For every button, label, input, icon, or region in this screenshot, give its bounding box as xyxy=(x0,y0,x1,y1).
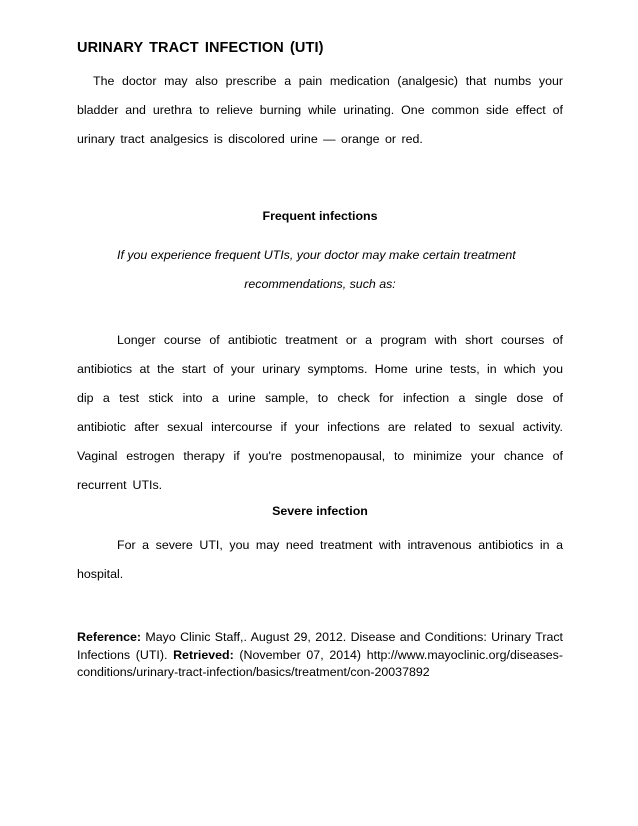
frequent-intro-line2: recommendations, such as: xyxy=(244,277,396,291)
frequent-intro-line1: If you experience frequent UTIs, your doctor may make certain treatment xyxy=(117,248,516,262)
heading-frequent-infections: Frequent infections xyxy=(262,209,378,223)
heading-severe-infection: Severe infection xyxy=(272,504,368,518)
reference-text: Mayo Clinic Staff,. August 29, 2012. Disease and Conditions: Urinary Tract Infections (UTI). xyxy=(77,630,563,662)
retrieved-label: Retrieved: xyxy=(173,647,234,662)
paragraph-frequent-treatment: Longer course of antibiotic treatment or a program with short courses of antibiotics at the start of your urinary symptoms. Home urine tests, in which you dip a test stick into a urine sample, to check for infection a single dose of antibiotic after sexual intercourse if your infections are related to sexual activity. Vaginal estrogen therapy if you're postmenopausal, to minimize your chance of recurrent UTIs. xyxy=(77,333,563,492)
retrieved-text: (November 07, 2014) http://www.mayoclinic.org/diseases-conditions/urinary-tract-infection/basics/treatment/con-20037892 xyxy=(77,647,563,679)
paragraph-analgesic: The doctor may also prescribe a pain medication (analgesic) that numbs your bladder and urethra to relieve burning while urinating. One common side effect of urinary tract analgesics is discolored urine — orange or red. xyxy=(77,74,563,146)
reference-block xyxy=(77,629,563,682)
reference-label: Reference: xyxy=(77,630,142,644)
paragraph-severe-treatment: For a severe UTI, you may need treatment with intravenous antibiotics in a hospital. xyxy=(77,538,563,581)
page-title: URINARY TRACT INFECTION (UTI) xyxy=(77,40,324,56)
